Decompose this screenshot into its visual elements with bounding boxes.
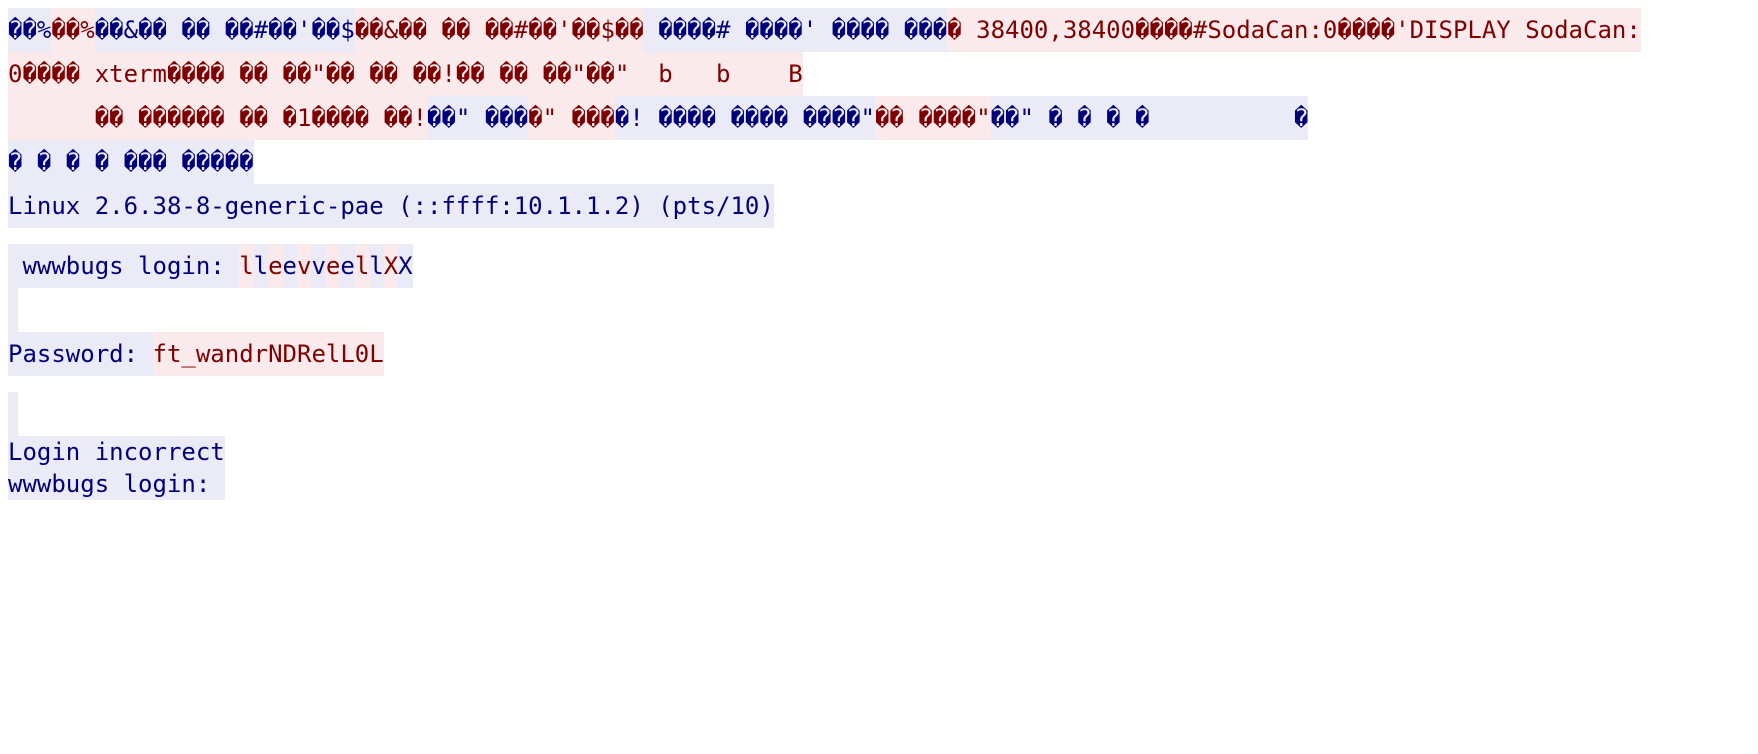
server-segment (8, 288, 18, 332)
server-segment: ��" ��� (427, 96, 528, 140)
blank-server-line (8, 288, 1758, 332)
server-segment: ��&�� (95, 8, 167, 52)
server-segment: Linux 2.6.38-8-generic-pae (::ffff:10.1.1.2) (pts/10) (8, 184, 774, 228)
login-echo-char: e (283, 244, 297, 288)
server-segment: � � � � ��� ����� (8, 140, 254, 184)
server-segment: �� ��#��'��$ (167, 8, 355, 52)
server-segment: ��% (8, 8, 51, 52)
server-segment: ����# ����' ���� ��� (644, 8, 947, 52)
login-echo-char: l (254, 244, 268, 288)
password-line (8, 332, 1758, 376)
blank-server-line (8, 392, 1758, 436)
login-result-line (8, 436, 1758, 468)
login-echo (239, 252, 412, 280)
login-echo-char: l (239, 244, 253, 288)
login-echo-char: X (398, 244, 412, 288)
password-prompt: Password: (8, 332, 153, 376)
login-echo-char: X (384, 244, 398, 288)
stream-line-negotiation-4 (8, 140, 1758, 184)
client-segment: ��&�� �� ��#��'��$�� (355, 8, 644, 52)
login-prompt: wwwbugs login: (8, 470, 225, 498)
login-echo-char: e (340, 244, 354, 288)
client-segment: � 38400,38400����#SodaCan:0����'DISPLAY SodaCan: (947, 8, 1641, 52)
client-segment: ��% (51, 8, 94, 52)
login-echo-char: l (355, 244, 369, 288)
login-echo-char: e (268, 244, 282, 288)
login-echo-char: v (297, 244, 311, 288)
client-segment: �� ������ �� �1���� ��! (8, 96, 427, 140)
server-segment: ��" � � � � � (991, 96, 1309, 140)
system-banner (8, 184, 1758, 228)
server-segment (8, 392, 18, 436)
login-result: Login incorrect (8, 438, 225, 466)
stream-line-negotiation-3 (8, 96, 1758, 140)
login-echo-char: v (311, 244, 325, 288)
client-segment: 0���� xterm���� �� ��"�� �� ��!�� �� ��"��" b b B (8, 52, 803, 96)
login-prompt: wwwbugs login: (8, 244, 239, 288)
tcp-stream-view (8, 8, 1758, 500)
login-echo-char: e (326, 244, 340, 288)
login-prompt-line (8, 244, 1758, 288)
client-segment: �" ��� (528, 96, 615, 140)
login-echo-char: l (369, 244, 383, 288)
client-segment: �� ����" (875, 96, 991, 140)
login-prompt-line-2 (8, 468, 1758, 500)
stream-line-negotiation-2 (8, 52, 1758, 96)
password-value: ft_wandrNDRelL0L (153, 332, 384, 376)
stream-line-negotiation-1 (8, 8, 1758, 52)
server-segment: �! ���� ���� ����" (615, 96, 875, 140)
